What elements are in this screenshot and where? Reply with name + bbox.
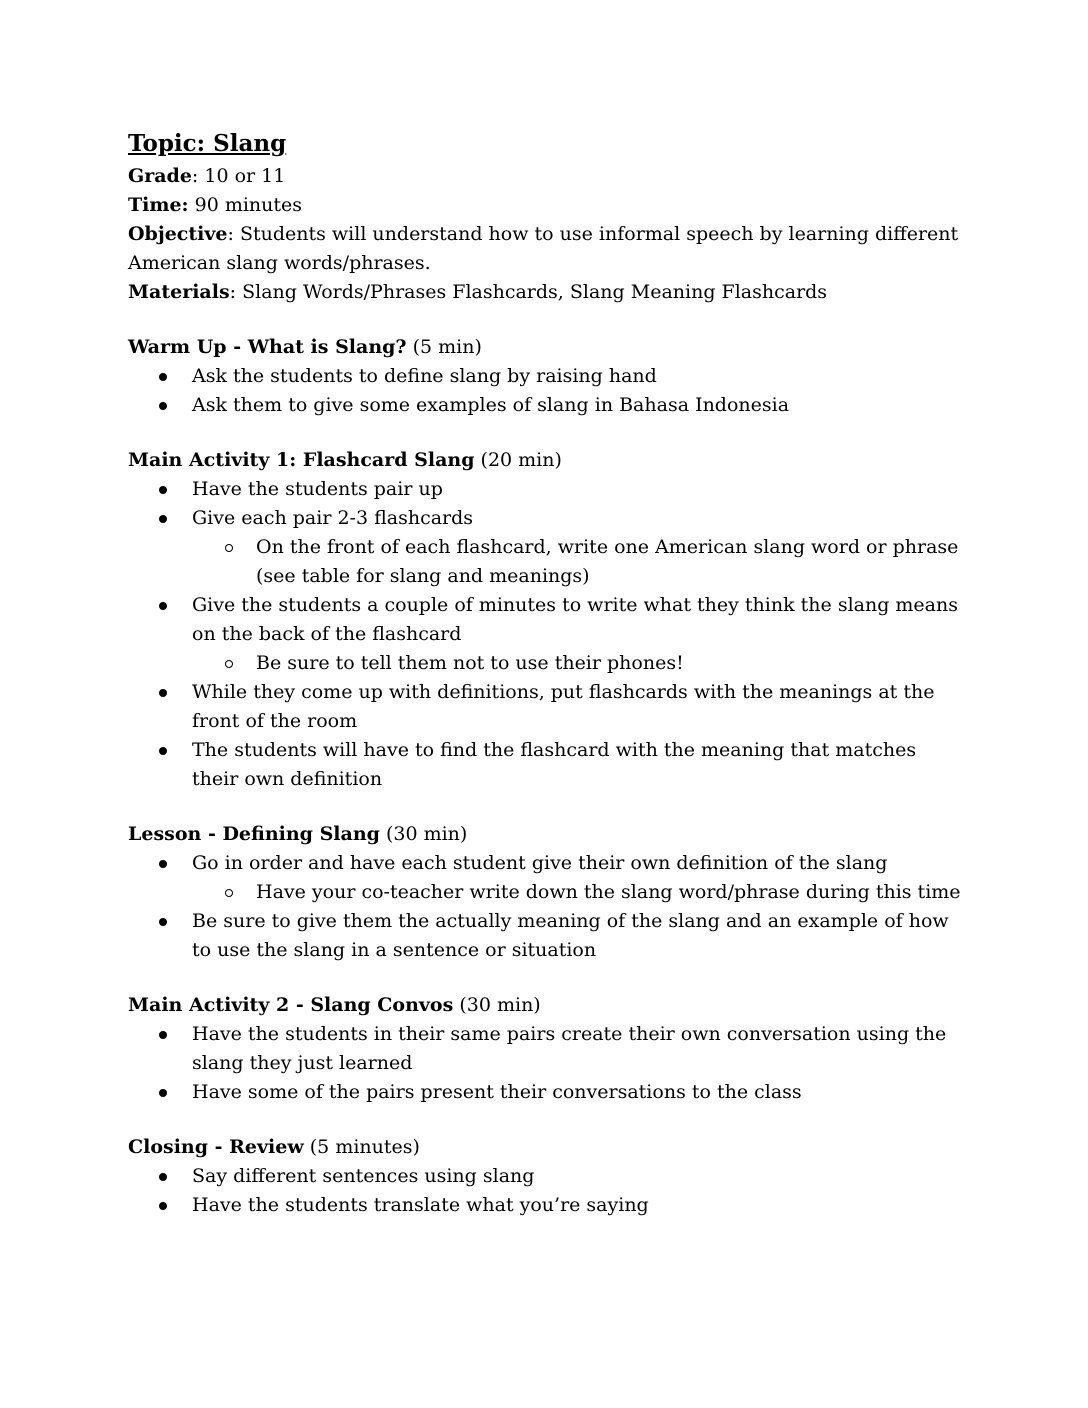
filled-bullet-icon xyxy=(159,373,167,381)
section-duration: (30 min) xyxy=(453,994,541,1016)
time-label: Time: xyxy=(128,194,189,216)
sub-bullet-list xyxy=(192,649,968,678)
grade-value: : 10 or 11 xyxy=(191,165,286,187)
filled-bullet-icon xyxy=(159,1089,167,1097)
bullet-list xyxy=(128,362,968,420)
hollow-bullet-icon xyxy=(225,660,233,668)
grade-line xyxy=(128,162,968,191)
sub-list-item xyxy=(256,533,968,591)
list-item xyxy=(192,849,968,907)
section-duration: (5 minutes) xyxy=(303,1136,420,1158)
section-duration: (20 min) xyxy=(474,449,562,471)
hollow-bullet-icon xyxy=(225,889,233,897)
materials-line xyxy=(128,278,968,307)
bullet-list xyxy=(128,475,968,794)
filled-bullet-icon xyxy=(159,1173,167,1181)
filled-bullet-icon xyxy=(159,689,167,697)
section xyxy=(128,333,968,420)
time-value: 90 minutes xyxy=(188,194,303,216)
list-item-text: Say different sentences using slang xyxy=(192,1165,535,1187)
list-item-text: While they come up with definitions, put flashcards with the meanings at the front of the room xyxy=(192,681,935,732)
filled-bullet-icon xyxy=(159,860,167,868)
section-duration: (5 min) xyxy=(406,336,482,358)
list-item-text: Have the students translate what you’re saying xyxy=(192,1194,649,1216)
bullet-list xyxy=(128,1020,968,1107)
sub-list-item xyxy=(256,649,968,678)
materials-value: : Slang Words/Phrases Flashcards, Slang Meaning Flashcards xyxy=(229,281,828,303)
filled-bullet-icon xyxy=(159,515,167,523)
list-item-text: Ask them to give some examples of slang in Bahasa Indonesia xyxy=(192,394,790,416)
list-item xyxy=(192,678,968,736)
list-item-text: The students will have to find the flashcard with the meaning that matches their own definition xyxy=(192,739,917,790)
time-line xyxy=(128,191,968,220)
hollow-bullet-icon xyxy=(225,544,233,552)
section-heading xyxy=(128,1133,968,1162)
sections-container xyxy=(128,333,968,1220)
section xyxy=(128,1133,968,1220)
section-heading xyxy=(128,333,968,362)
section-title: Lesson - Defining Slang xyxy=(128,823,380,845)
list-item-text: Have the students pair up xyxy=(192,478,443,500)
list-item-text: Go in order and have each student give their own definition of the slang xyxy=(192,852,888,874)
lesson-plan-page xyxy=(128,128,968,1220)
section-heading xyxy=(128,820,968,849)
sub-list-item-text: Have your co-teacher write down the slang word/phrase during this time xyxy=(256,881,961,903)
section-duration: (30 min) xyxy=(379,823,468,845)
objective-label: Objective xyxy=(128,223,228,245)
section-title: Closing - Review xyxy=(128,1136,304,1158)
list-item xyxy=(192,591,968,678)
sub-list-item-text: Be sure to tell them not to use their phones! xyxy=(256,652,684,674)
section-title: Warm Up - What is Slang? xyxy=(128,336,407,358)
section xyxy=(128,446,968,794)
section xyxy=(128,991,968,1107)
list-item xyxy=(192,736,968,794)
list-item-text: Ask the students to define slang by raising hand xyxy=(192,365,657,387)
section-title: Main Activity 1: Flashcard Slang xyxy=(128,449,475,471)
bullet-list xyxy=(128,1162,968,1220)
section-title: Main Activity 2 - Slang Convos xyxy=(128,994,454,1016)
objective-value: : Students will understand how to use informal speech by learning different American slang words/phrases. xyxy=(128,223,959,274)
sub-bullet-list xyxy=(192,533,968,591)
filled-bullet-icon xyxy=(159,602,167,610)
list-item xyxy=(192,362,968,391)
objective-line xyxy=(128,220,968,278)
list-item xyxy=(192,1162,968,1191)
filled-bullet-icon xyxy=(159,1031,167,1039)
filled-bullet-icon xyxy=(159,486,167,494)
filled-bullet-icon xyxy=(159,747,167,755)
list-item-text: Have the students in their same pairs create their own conversation using the slang they just learned xyxy=(192,1023,947,1074)
grade-label: Grade xyxy=(128,165,192,187)
section-heading xyxy=(128,991,968,1020)
list-item xyxy=(192,1020,968,1078)
sub-bullet-list xyxy=(192,878,968,907)
page-title: Topic: Slang xyxy=(128,130,287,157)
filled-bullet-icon xyxy=(159,1202,167,1210)
list-item xyxy=(192,504,968,591)
list-item xyxy=(192,1078,968,1107)
filled-bullet-icon xyxy=(159,918,167,926)
list-item-text: Give the students a couple of minutes to write what they think the slang means on the back of the flashcard xyxy=(192,594,958,645)
section xyxy=(128,820,968,965)
sub-list-item-text: On the front of each flashcard, write one American slang word or phrase (see table for slang and meanings) xyxy=(256,536,959,587)
list-item xyxy=(192,391,968,420)
bullet-list xyxy=(128,849,968,965)
sub-list-item xyxy=(256,878,968,907)
list-item xyxy=(192,475,968,504)
materials-label: Materials xyxy=(128,281,230,303)
filled-bullet-icon xyxy=(159,402,167,410)
list-item-text: Give each pair 2-3 flashcards xyxy=(192,507,474,529)
list-item-text: Have some of the pairs present their conversations to the class xyxy=(192,1081,802,1103)
list-item xyxy=(192,907,968,965)
list-item xyxy=(192,1191,968,1220)
list-item-text: Be sure to give them the actually meaning of the slang and an example of how to use the slang in a sentence or situation xyxy=(192,910,949,961)
section-heading xyxy=(128,446,968,475)
